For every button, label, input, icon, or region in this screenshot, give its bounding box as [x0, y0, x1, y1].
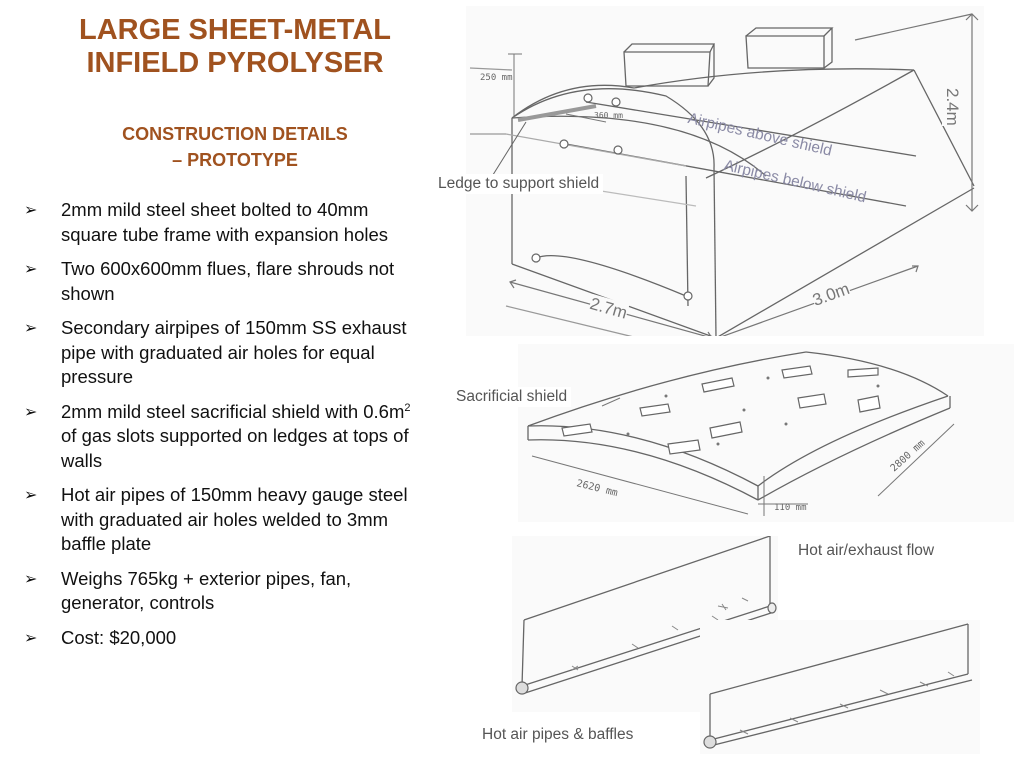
dim-250-annotation: 250 mm	[480, 73, 513, 83]
label-length-3-0m: 3.0m	[810, 279, 853, 310]
slide-title	[30, 14, 440, 80]
dim-2620-annotation: 2620 mm	[575, 478, 619, 500]
bullet-text: Two 600x600mm flues, flare shrouds not shown	[61, 258, 395, 304]
label-airpipes-below: Airpipes below shield	[722, 157, 868, 207]
bullet-item	[24, 400, 419, 474]
subtitle-line-1: CONSTRUCTION DETAILS	[122, 124, 348, 144]
bullet-item	[24, 316, 419, 390]
dim-110-annotation: 110 mm	[774, 503, 807, 513]
label-width-2-7m: 2.7m	[587, 294, 630, 323]
bullet-text: 2mm mild steel sacrificial shield with 0.6m	[61, 400, 405, 422]
slide-subtitle	[80, 121, 390, 173]
dim-2800-annotation: 2800 mm	[888, 437, 928, 475]
bullet-text: Weighs 765kg + exterior pipes, fan, generator, controls	[61, 567, 352, 613]
label-airpipes-above: Airpipes above shield	[686, 110, 834, 160]
label-ledge: Ledge to support shield	[434, 174, 603, 194]
bullet-item	[24, 626, 419, 651]
bullet-list	[24, 198, 419, 660]
bullet-item	[24, 257, 419, 306]
bullet-item	[24, 483, 419, 557]
dim-360-annotation: 360 mm	[594, 111, 623, 120]
label-hot-air-pipes: Hot air pipes & baffles	[482, 726, 634, 743]
subtitle-line-2: – PROTOTYPE	[172, 150, 298, 170]
label-hot-air-flow: Hot air/exhaust flow	[798, 542, 935, 559]
title-line-1: LARGE SHEET-METAL	[78, 14, 392, 46]
hot-air-pipes-sketch	[700, 620, 980, 754]
bullet-text: of gas slots supported on ledges at tops of walls	[61, 425, 409, 471]
label-height-2-4m: 2.4m	[943, 88, 962, 126]
bullet-item	[24, 567, 419, 616]
bullet-item	[24, 198, 419, 247]
bullet-text: Secondary airpipes of 150mm SS exhaust pipe with graduated air holes for equal pressure	[61, 317, 407, 387]
shield-drawing	[518, 344, 1014, 522]
superscript: 2	[404, 401, 411, 414]
label-sacrificial-shield: Sacrificial shield	[452, 387, 571, 407]
bullet-text: Hot air pipes of 150mm heavy gauge steel with graduated air holes welded to 3mm baffle plate	[61, 484, 408, 554]
bullet-text: Cost: $20,000	[61, 626, 177, 648]
bullet-text: 2mm mild steel sheet bolted to 40mm square tube frame with expansion holes	[61, 199, 389, 245]
shield-sketch	[518, 344, 1014, 522]
title-line-2: INFIELD PYROLYSER	[86, 47, 384, 79]
baffle-drawing-2	[700, 620, 980, 754]
